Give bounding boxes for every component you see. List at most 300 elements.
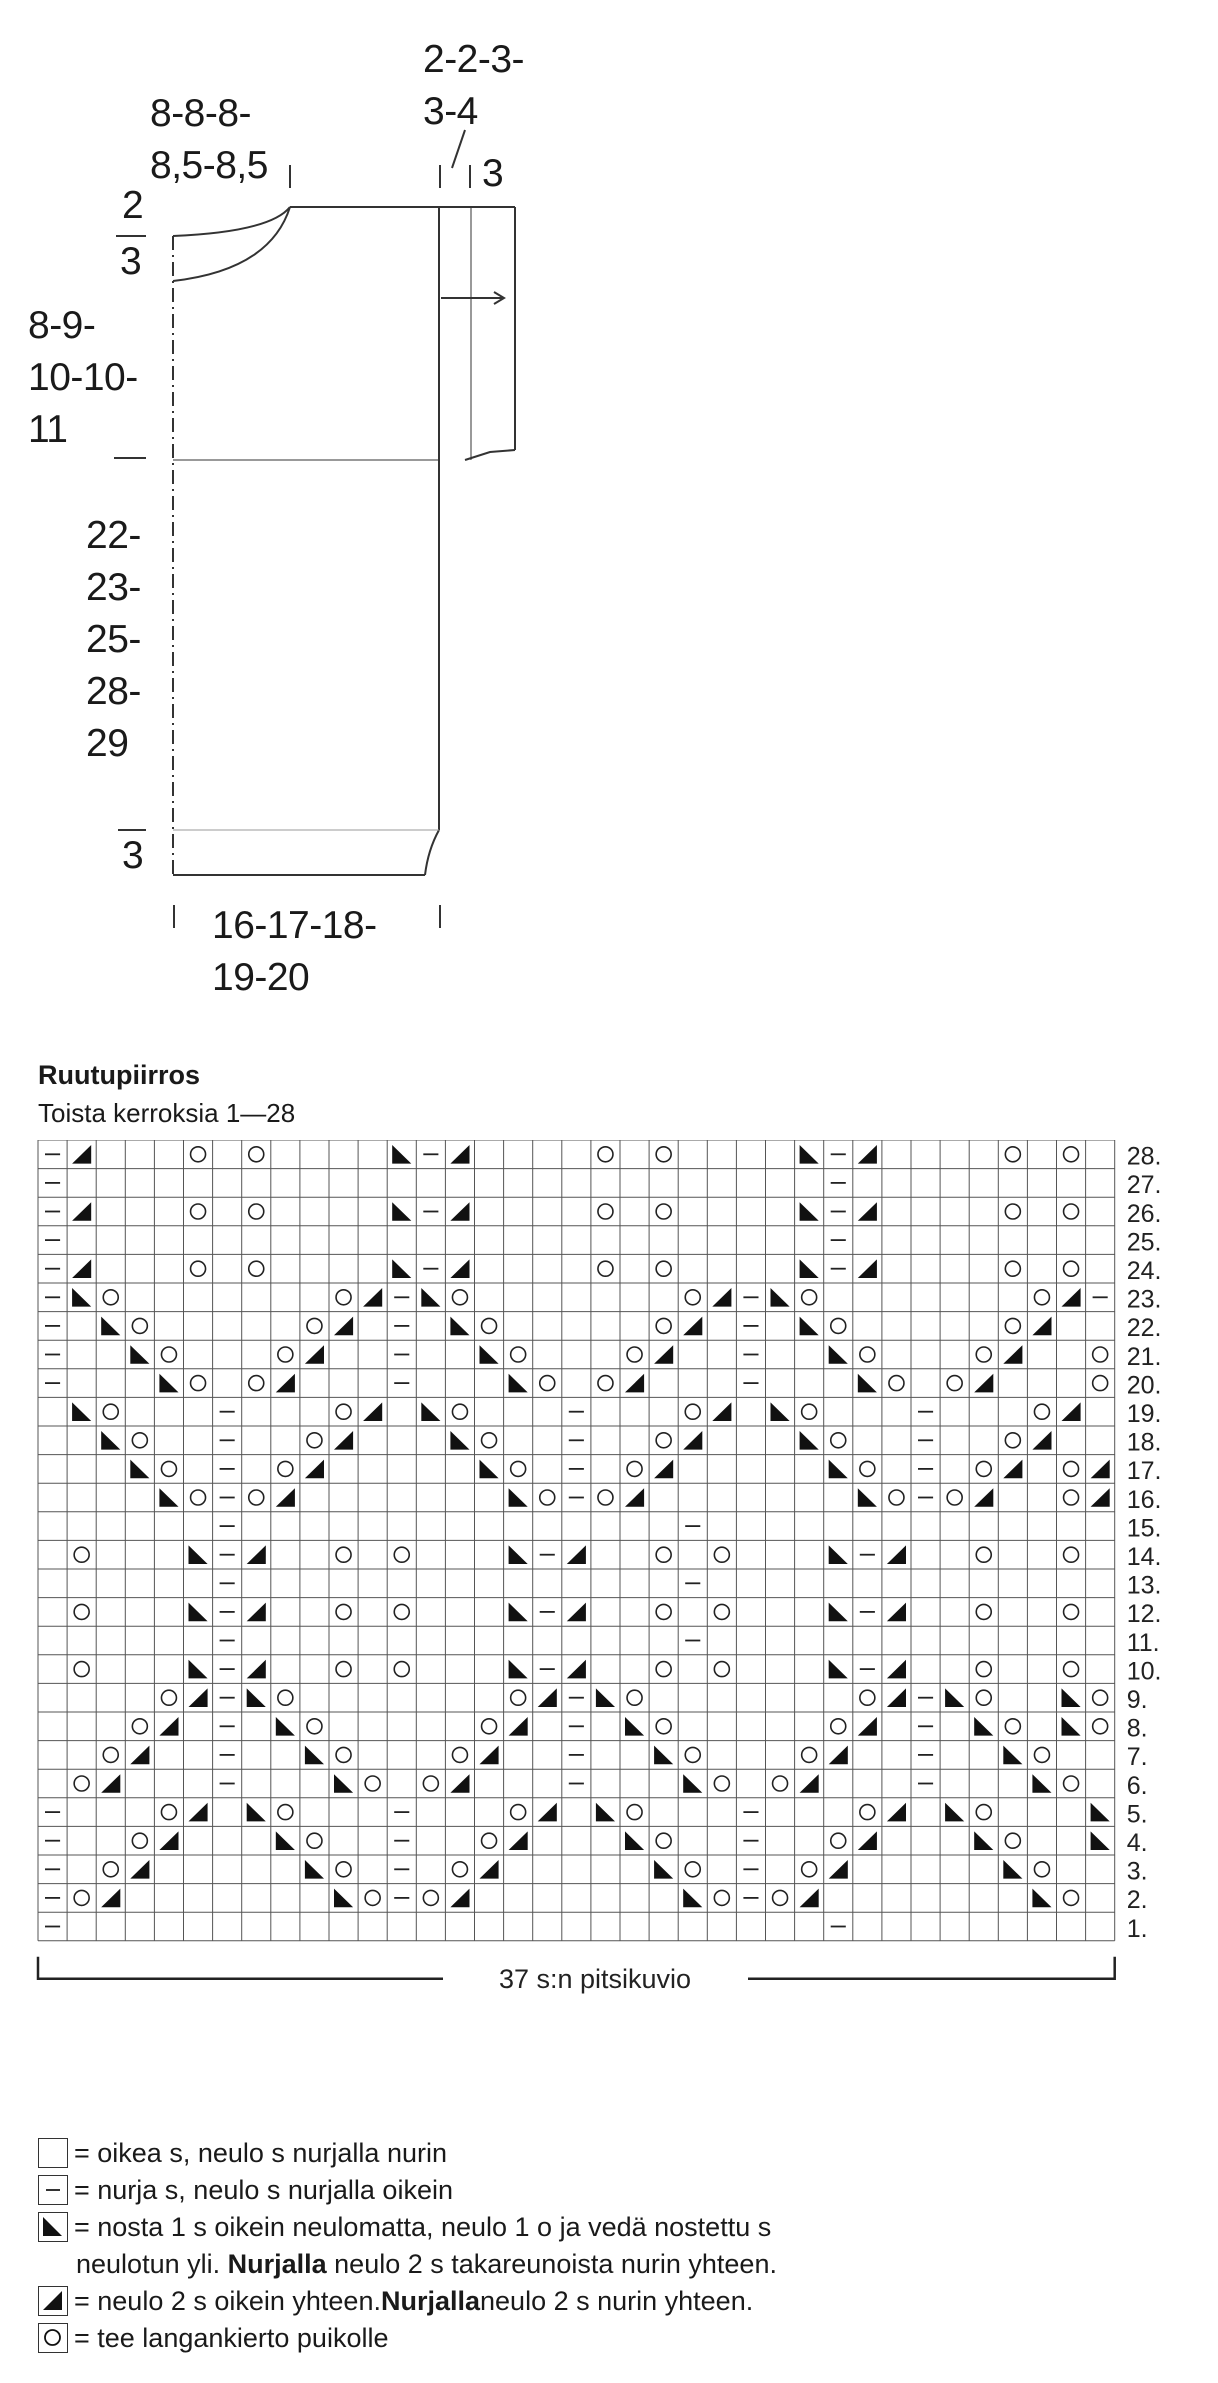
body-length-line3: 25-	[86, 618, 141, 661]
yo-mark	[1064, 1147, 1079, 1162]
yo-mark	[423, 1890, 438, 1905]
armhole-label	[28, 300, 138, 456]
k2tog-mark	[625, 1374, 644, 1393]
yo-mark	[249, 1147, 264, 1162]
neck-depth-bottom-label: 3	[120, 240, 142, 283]
k2tog-mark	[858, 1259, 877, 1278]
yo-mark	[336, 1290, 351, 1305]
yo-mark	[1005, 1719, 1020, 1734]
k2tog-mark	[276, 1488, 295, 1507]
yo-mark	[714, 1604, 729, 1619]
k2tog-mark	[305, 1345, 324, 1364]
ssk-mark	[683, 1889, 702, 1908]
hem-label: 3	[122, 834, 144, 877]
k2tog-mark	[450, 1259, 469, 1278]
k2tog-mark	[538, 1803, 557, 1822]
ssk-mark	[945, 1688, 964, 1707]
row-number: 9.	[1126, 1686, 1148, 1714]
k2tog-mark	[509, 1717, 528, 1736]
yo-mark	[482, 1433, 497, 1448]
knit-icon	[38, 2138, 68, 2168]
k2tog-mark	[829, 1746, 848, 1765]
k2tog-mark	[654, 1345, 673, 1364]
yo-mark	[831, 1318, 846, 1333]
legend-ssk	[38, 2209, 771, 2245]
yo-mark	[831, 1833, 846, 1848]
yo-mark	[598, 1204, 613, 1219]
ssk-mark	[1032, 1774, 1051, 1793]
yo-mark	[336, 1547, 351, 1562]
yo-mark	[889, 1490, 904, 1505]
k2tog-mark	[450, 1145, 469, 1164]
legend-ssk-text: = nosta 1 s oikein neulomatta, neulo 1 o ja vedä nostettu s	[74, 2212, 772, 2242]
yo-mark	[278, 1805, 293, 1820]
row-number: 6.	[1126, 1771, 1148, 1800]
ssk-mark	[189, 1603, 208, 1622]
yo-mark	[191, 1490, 206, 1505]
ssk-mark	[334, 1774, 353, 1793]
k2tog-mark	[974, 1374, 993, 1393]
yo-mark	[336, 1404, 351, 1419]
yo-mark	[394, 1547, 409, 1562]
yo-mark	[336, 1662, 351, 1677]
ssk-mark	[480, 1345, 499, 1364]
ssk-mark	[421, 1288, 440, 1307]
yo-mark	[802, 1747, 817, 1762]
yo-mark	[1064, 1547, 1079, 1562]
yo-mark	[74, 1604, 89, 1619]
ssk-mark	[800, 1431, 819, 1450]
legend-ssk-line2-pre: neulotun yli.	[76, 2249, 228, 2279]
yo-mark	[1005, 1433, 1020, 1448]
row-number: 12.	[1126, 1600, 1162, 1629]
k2tog-mark	[1003, 1345, 1022, 1364]
yo-mark	[598, 1147, 613, 1162]
yo-mark	[1034, 1290, 1049, 1305]
cuff-top-line1: 2-2-3-	[423, 38, 525, 81]
yo-mark	[598, 1261, 613, 1276]
k2tog-mark	[800, 1889, 819, 1908]
yo-mark	[336, 1862, 351, 1877]
row-number: 16.	[1126, 1485, 1162, 1514]
k2tog-icon	[38, 2286, 68, 2316]
yo-mark	[540, 1376, 555, 1391]
ssk-mark	[654, 1860, 673, 1879]
yo-mark	[103, 1747, 118, 1762]
yo-mark	[860, 1805, 875, 1820]
yo-mark	[685, 1747, 700, 1762]
ssk-mark	[829, 1603, 848, 1622]
ssk-mark	[305, 1746, 324, 1765]
legend-ssk-line2-post: neulo 2 s takareunoista nurin yhteen.	[326, 2249, 777, 2279]
yo-mark	[685, 1290, 700, 1305]
yo-mark	[1005, 1318, 1020, 1333]
yo-mark	[831, 1719, 846, 1734]
row-number: 1.	[1126, 1914, 1148, 1943]
yo-mark	[802, 1862, 817, 1877]
yo-mark	[191, 1376, 206, 1391]
k2tog-mark	[567, 1603, 586, 1622]
k2tog-mark	[858, 1717, 877, 1736]
k2tog-mark	[858, 1831, 877, 1850]
row-number: 20.	[1126, 1371, 1162, 1400]
k2tog-mark	[363, 1402, 382, 1421]
yo-mark	[627, 1461, 642, 1476]
ssk-mark	[101, 1317, 120, 1336]
legend-ssk-line2	[76, 2246, 777, 2282]
legend-k2tog-post: neulo 2 s nurin yhteen.	[480, 2286, 754, 2316]
yo-mark	[1093, 1376, 1108, 1391]
k2tog-mark	[159, 1831, 178, 1850]
yo-mark	[161, 1347, 176, 1362]
ssk-mark	[334, 1889, 353, 1908]
yo-mark	[278, 1690, 293, 1705]
ssk-mark	[858, 1374, 877, 1393]
yo-mark	[307, 1318, 322, 1333]
yo-mark	[540, 1490, 555, 1505]
yo-mark	[191, 1261, 206, 1276]
yo-mark	[947, 1490, 962, 1505]
yo-mark	[802, 1290, 817, 1305]
lace-chart	[0, 1140, 1218, 2040]
yo-mark	[1005, 1147, 1020, 1162]
body-length-line5: 29	[86, 722, 129, 765]
legend-k2tog	[38, 2283, 753, 2319]
ssk-mark	[625, 1717, 644, 1736]
row-number: 19.	[1126, 1400, 1162, 1428]
yo-mark	[74, 1662, 89, 1677]
legend-yo-text: = tee langankierto puikolle	[74, 2323, 389, 2353]
row-number: 26.	[1126, 1199, 1162, 1228]
yo-mark	[860, 1461, 875, 1476]
yo-mark	[627, 1690, 642, 1705]
k2tog-mark	[189, 1803, 208, 1822]
ssk-mark	[509, 1660, 528, 1679]
yo-mark	[976, 1347, 991, 1362]
k2tog-mark	[450, 1202, 469, 1221]
ssk-icon	[38, 2212, 68, 2242]
legend-knit	[38, 2135, 447, 2171]
body-length-line1: 22-	[86, 514, 141, 557]
legend-k2tog-pre: = neulo 2 s oikein yhteen.	[74, 2286, 381, 2316]
ssk-mark	[421, 1402, 440, 1421]
yo-mark	[191, 1204, 206, 1219]
legend-yo	[38, 2320, 388, 2356]
yo-mark	[336, 1747, 351, 1762]
yo-mark	[1064, 1890, 1079, 1905]
yo-mark	[656, 1318, 671, 1333]
armhole-line3: 11	[28, 408, 68, 451]
k2tog-mark	[858, 1202, 877, 1221]
ssk-mark	[974, 1717, 993, 1736]
yo-mark	[511, 1461, 526, 1476]
row-number: 17.	[1126, 1457, 1162, 1486]
yo-mark	[511, 1690, 526, 1705]
k2tog-mark	[712, 1288, 731, 1307]
ssk-mark	[509, 1603, 528, 1622]
yo-mark	[976, 1662, 991, 1677]
yo-mark	[714, 1890, 729, 1905]
neck-depth-top-label: 2	[122, 184, 144, 227]
k2tog-mark	[334, 1317, 353, 1336]
yo-mark	[860, 1690, 875, 1705]
k2tog-mark	[567, 1660, 586, 1679]
k2tog-mark	[130, 1860, 149, 1879]
ssk-mark	[72, 1402, 91, 1421]
k2tog-mark	[450, 1774, 469, 1793]
ssk-mark	[1032, 1889, 1051, 1908]
body-length-label	[86, 510, 141, 770]
body-length-line2: 23-	[86, 566, 141, 609]
yo-mark	[656, 1147, 671, 1162]
yo-mark	[1005, 1261, 1020, 1276]
ssk-mark	[159, 1374, 178, 1393]
k2tog-mark	[1032, 1317, 1051, 1336]
legend-knit-text: = oikea s, neulo s nurjalla nurin	[74, 2138, 447, 2168]
ssk-mark	[683, 1774, 702, 1793]
yo-mark	[598, 1376, 613, 1391]
yo-mark	[511, 1347, 526, 1362]
yo-mark	[103, 1862, 118, 1877]
yo-mark	[249, 1376, 264, 1391]
row-number: 24.	[1126, 1257, 1162, 1285]
repeat-label: 37 s:n pitsikuvio	[498, 1963, 692, 1994]
row-number: 11.	[1126, 1628, 1160, 1657]
ssk-mark	[974, 1831, 993, 1850]
k2tog-mark	[480, 1746, 499, 1765]
row-number: 10.	[1126, 1657, 1162, 1686]
row-number: 22.	[1126, 1314, 1162, 1343]
yo-mark	[278, 1461, 293, 1476]
k2tog-mark	[654, 1460, 673, 1479]
row-number: 25.	[1126, 1228, 1162, 1257]
k2tog-mark	[189, 1688, 208, 1707]
yo-mark	[656, 1204, 671, 1219]
yo-mark	[482, 1719, 497, 1734]
ssk-mark	[392, 1202, 411, 1221]
yo-mark	[132, 1433, 147, 1448]
yo-mark	[1034, 1747, 1049, 1762]
ssk-mark	[800, 1202, 819, 1221]
k2tog-mark	[72, 1202, 91, 1221]
ssk-mark	[945, 1803, 964, 1822]
ssk-mark	[800, 1317, 819, 1336]
ssk-mark	[771, 1288, 790, 1307]
ssk-mark	[276, 1717, 295, 1736]
k2tog-mark	[887, 1545, 906, 1564]
yo-mark	[1064, 1776, 1079, 1791]
ssk-mark	[392, 1259, 411, 1278]
k2tog-mark	[887, 1660, 906, 1679]
k2tog-mark	[712, 1402, 731, 1421]
k2tog-mark	[683, 1431, 702, 1450]
ssk-mark	[771, 1402, 790, 1421]
width-line2: 19-20	[212, 956, 310, 999]
yo-mark	[1064, 1461, 1079, 1476]
yo-mark	[1064, 1490, 1079, 1505]
yo-mark	[452, 1747, 467, 1762]
yo-mark	[132, 1833, 147, 1848]
yo-mark	[482, 1318, 497, 1333]
ssk-mark	[450, 1431, 469, 1450]
ssk-mark	[1091, 1803, 1110, 1822]
yo-mark	[132, 1318, 147, 1333]
yo-mark	[365, 1776, 380, 1791]
ssk-mark	[829, 1660, 848, 1679]
ssk-mark	[596, 1688, 615, 1707]
ssk-mark	[829, 1460, 848, 1479]
ssk-mark	[159, 1488, 178, 1507]
row-number: 8.	[1126, 1714, 1148, 1743]
row-number: 15.	[1126, 1514, 1162, 1543]
row-number: 13.	[1126, 1571, 1162, 1600]
yo-mark	[1034, 1404, 1049, 1419]
row-number: 7.	[1126, 1743, 1148, 1772]
yo-mark	[1034, 1862, 1049, 1877]
yo-mark	[452, 1862, 467, 1877]
yo-mark	[307, 1719, 322, 1734]
yo-mark	[656, 1833, 671, 1848]
ssk-mark	[276, 1831, 295, 1850]
k2tog-mark	[1062, 1288, 1081, 1307]
cuff-width-label: 3	[482, 152, 504, 195]
yo-mark	[278, 1347, 293, 1362]
yo-mark	[1064, 1261, 1079, 1276]
ssk-mark	[189, 1545, 208, 1564]
yo-mark	[773, 1776, 788, 1791]
k2tog-mark	[101, 1774, 120, 1793]
body-length-line4: 28-	[86, 670, 141, 713]
row-number: 4.	[1126, 1829, 1148, 1857]
yo-mark	[1064, 1662, 1079, 1677]
yo-mark	[74, 1776, 89, 1791]
k2tog-mark	[276, 1374, 295, 1393]
row-number: 5.	[1126, 1800, 1148, 1829]
width-label	[212, 900, 377, 1004]
k2tog-mark	[1091, 1460, 1110, 1479]
k2tog-mark	[334, 1431, 353, 1450]
k2tog-mark	[72, 1145, 91, 1164]
row-number: 3.	[1126, 1857, 1148, 1886]
yo-mark	[161, 1690, 176, 1705]
yo-mark	[685, 1862, 700, 1877]
yo-mark	[307, 1433, 322, 1448]
yo-mark	[423, 1776, 438, 1791]
yo-mark	[1093, 1347, 1108, 1362]
chart-title: Ruutupiirros	[38, 1060, 200, 1090]
yo-mark	[860, 1347, 875, 1362]
k2tog-mark	[887, 1803, 906, 1822]
k2tog-mark	[887, 1603, 906, 1622]
yo-mark	[511, 1805, 526, 1820]
yo-mark	[1093, 1690, 1108, 1705]
k2tog-mark	[480, 1860, 499, 1879]
yo-mark	[1064, 1204, 1079, 1219]
yo-mark	[307, 1833, 322, 1848]
yo-mark	[976, 1547, 991, 1562]
ssk-mark	[596, 1803, 615, 1822]
k2tog-mark	[800, 1774, 819, 1793]
k2tog-mark	[247, 1545, 266, 1564]
yo-mark	[947, 1376, 962, 1391]
row-number: 28.	[1126, 1142, 1162, 1171]
ssk-mark	[509, 1488, 528, 1507]
yo-mark	[394, 1604, 409, 1619]
ssk-mark	[450, 1317, 469, 1336]
yo-mark	[161, 1805, 176, 1820]
yo-mark	[1005, 1833, 1020, 1848]
ssk-mark	[829, 1545, 848, 1564]
ssk-mark	[480, 1460, 499, 1479]
ssk-mark	[654, 1746, 673, 1765]
chart-subtitle: Toista kerroksia 1—28	[38, 1098, 296, 1128]
ssk-mark	[858, 1488, 877, 1507]
k2tog-mark	[247, 1660, 266, 1679]
legend-k2tog-bold: Nurjalla	[380, 2286, 481, 2316]
yo-mark	[191, 1147, 206, 1162]
k2tog-mark	[567, 1545, 586, 1564]
k2tog-mark	[1091, 1488, 1110, 1507]
yo-mark	[976, 1604, 991, 1619]
legend-purl-text: = nurja s, neulo s nurjalla oikein	[74, 2175, 453, 2205]
k2tog-mark	[159, 1717, 178, 1736]
yo-icon	[38, 2323, 68, 2353]
yo-mark	[976, 1461, 991, 1476]
yo-mark	[627, 1347, 642, 1362]
legend-ssk-line2-bold: Nurjalla	[227, 2249, 327, 2279]
yo-mark	[74, 1547, 89, 1562]
yo-mark	[336, 1604, 351, 1619]
k2tog-mark	[130, 1746, 149, 1765]
ssk-mark	[247, 1803, 266, 1822]
row-number: 14.	[1126, 1543, 1162, 1571]
ssk-mark	[101, 1431, 120, 1450]
yo-mark	[249, 1261, 264, 1276]
yo-mark	[74, 1890, 89, 1905]
k2tog-mark	[1062, 1402, 1081, 1421]
k2tog-mark	[887, 1688, 906, 1707]
ssk-mark	[1062, 1717, 1081, 1736]
yo-mark	[656, 1662, 671, 1677]
cuff-top-label	[423, 34, 524, 138]
row-number: 27.	[1126, 1171, 1162, 1200]
yo-mark	[773, 1890, 788, 1905]
armhole-line1: 8-9-	[28, 304, 96, 347]
yo-mark	[656, 1604, 671, 1619]
yo-mark	[1005, 1204, 1020, 1219]
k2tog-mark	[829, 1860, 848, 1879]
legend-purl	[38, 2172, 453, 2208]
yo-mark	[161, 1461, 176, 1476]
k2tog-mark	[858, 1145, 877, 1164]
ssk-mark	[130, 1345, 149, 1364]
yo-mark	[627, 1805, 642, 1820]
ssk-mark	[509, 1545, 528, 1564]
armhole-line2: 10-10-	[28, 356, 138, 399]
yo-mark	[714, 1776, 729, 1791]
ssk-mark	[509, 1374, 528, 1393]
ssk-mark	[189, 1660, 208, 1679]
yo-mark	[1093, 1719, 1108, 1734]
ssk-mark	[392, 1145, 411, 1164]
ssk-mark	[305, 1860, 324, 1879]
yo-mark	[132, 1719, 147, 1734]
ssk-mark	[1003, 1860, 1022, 1879]
yo-mark	[249, 1490, 264, 1505]
yo-mark	[802, 1404, 817, 1419]
ssk-mark	[1091, 1831, 1110, 1850]
yo-mark	[976, 1690, 991, 1705]
